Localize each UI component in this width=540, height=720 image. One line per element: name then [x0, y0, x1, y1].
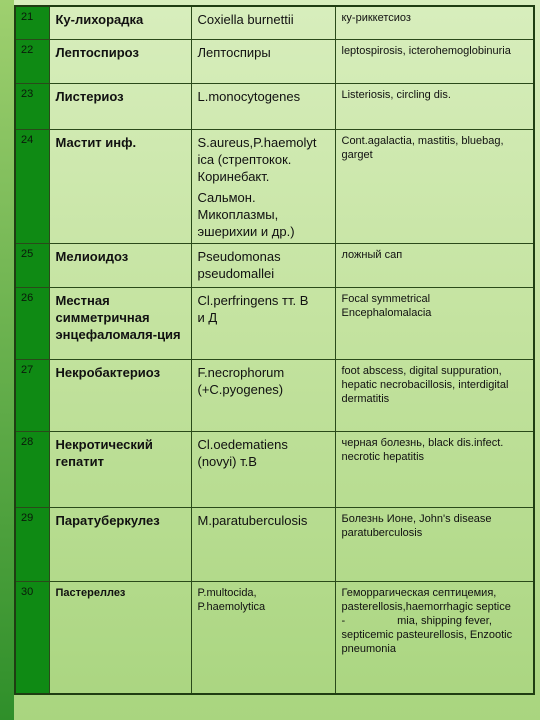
disease-name: Местная симметричная энцефаломаля-ция — [49, 287, 191, 359]
left-decorative-band — [0, 0, 14, 720]
disease-table-container — [14, 5, 533, 695]
table-row — [15, 83, 534, 129]
row-number: 21 — [15, 6, 49, 39]
disease-synonyms: Listeriosis, circling dis. — [335, 83, 534, 129]
table-row — [15, 39, 534, 83]
table-row — [15, 287, 534, 359]
disease-synonyms: Cont.agalactia, mastitis, bluebag, garget — [335, 129, 534, 243]
table-row — [15, 581, 534, 694]
causative-agent: S.aureus,P.haemolyt ica (стрептокок. Коринебакт. Сальмон. Микоплазмы, эшерихии и др.) — [191, 129, 335, 243]
disease-name: Мастит инф. — [49, 129, 191, 243]
disease-table — [14, 5, 535, 695]
causative-agent: F.necrophorum (+C.pyogenes) — [191, 359, 335, 431]
disease-synonyms: черная болезнь, black dis.infect. necrotic hepatitis — [335, 431, 534, 507]
table-row — [15, 243, 534, 287]
disease-name: Пастереллез — [49, 581, 191, 694]
disease-name: Некротический гепатит — [49, 431, 191, 507]
disease-name: Паратуберкулез — [49, 507, 191, 581]
row-number: 29 — [15, 507, 49, 581]
table-row — [15, 6, 534, 39]
disease-synonyms: Болезнь Ионе, John's disease paratuberculosis — [335, 507, 534, 581]
table-row — [15, 507, 534, 581]
causative-agent: Лептоспиры — [191, 39, 335, 83]
causative-agent: Cl.perfringens тт. В и Д — [191, 287, 335, 359]
disease-synonyms: Focal symmetrical Encephalomalacia — [335, 287, 534, 359]
row-number: 24 — [15, 129, 49, 243]
row-number: 25 — [15, 243, 49, 287]
disease-name: Листериоз — [49, 83, 191, 129]
disease-synonyms: ложный сап — [335, 243, 534, 287]
table-row — [15, 129, 534, 243]
disease-synonyms: ку-риккетсиоз — [335, 6, 534, 39]
disease-name: Некробактериоз — [49, 359, 191, 431]
disease-name: Ку-лихорадка — [49, 6, 191, 39]
causative-agent: Coxiella burnettii — [191, 6, 335, 39]
disease-name: Мелиоидоз — [49, 243, 191, 287]
disease-synonyms: Геморрагическая септицемия, pasterellosis,haemorrhagic septice - mia, shipping fever, septicemic pasteurellosis, Enzootic pneumonia — [335, 581, 534, 694]
row-number: 22 — [15, 39, 49, 83]
causative-agent: Pseudomonas pseudomallei — [191, 243, 335, 287]
causative-agent: L.monocytogenes — [191, 83, 335, 129]
disease-synonyms: leptospirosis, icterohemoglobinuria — [335, 39, 534, 83]
disease-synonyms: foot abscess, digital suppuration, hepatic necrobacillosis, interdigital dermatitis — [335, 359, 534, 431]
table-row — [15, 359, 534, 431]
causative-agent: P.multocida, P.haemolytica — [191, 581, 335, 694]
causative-agent: Cl.oedematiens (novyi) т.В — [191, 431, 335, 507]
row-number: 30 — [15, 581, 49, 694]
disease-name: Лептоспироз — [49, 39, 191, 83]
row-number: 28 — [15, 431, 49, 507]
row-number: 26 — [15, 287, 49, 359]
row-number: 23 — [15, 83, 49, 129]
causative-agent: M.paratuberculosis — [191, 507, 335, 581]
table-row — [15, 431, 534, 507]
row-number: 27 — [15, 359, 49, 431]
